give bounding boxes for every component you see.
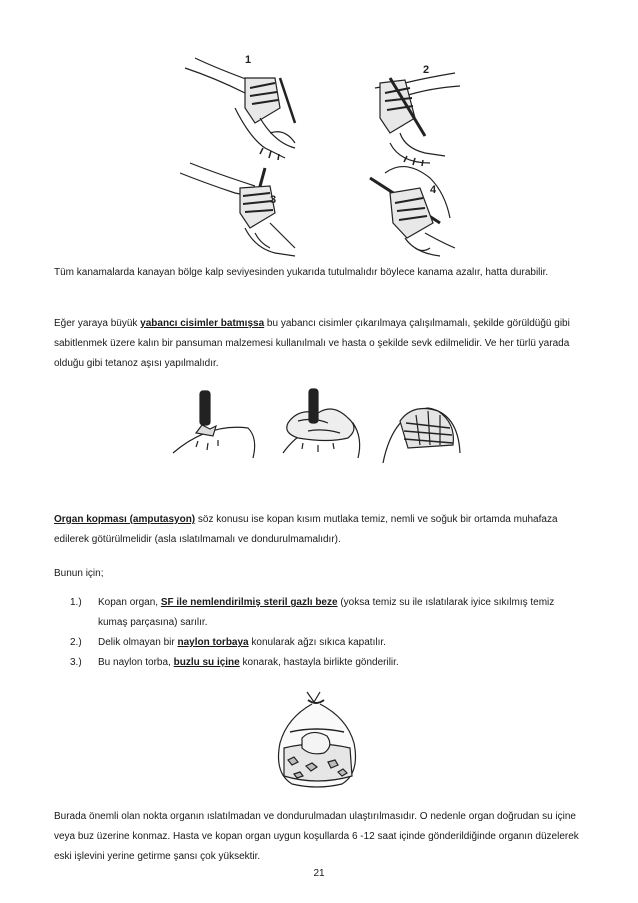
impaled-object-stabilization-figure: [168, 383, 468, 473]
bandaged-wound-illustration: [383, 408, 460, 463]
step-number-1: 1: [245, 54, 252, 66]
term-ice-water: buzlu su içine: [173, 657, 240, 668]
step-number-3: 3: [270, 194, 277, 206]
impaled-object-illustration: [173, 391, 255, 458]
paragraph-bleeding-elevation: Tüm kanamalarda kanayan bölge kalp seviyesinden yukarıda tutulmalıdır böylece kanama azalır, hatta durabilir.: [54, 267, 549, 278]
list-item: 3.) Bu naylon torba, buzlu su içine konarak, hastayla birlikte gönderilir.: [70, 657, 399, 668]
paragraph-conclusion: Burada önemli olan nokta organın ıslatılmadan ve dondurulmadan ulaştırılmasıdır. O nedenle organ doğrudan su içine veya buz üzerine konmaz. Hasta ve kopan organ uygun koşullarda 6 -12 saat içinde gönderildiğinde organın düzelerek eski işlevini yerine getirme şansı çok yüksektir.: [54, 811, 579, 862]
padded-object-illustration: [283, 389, 360, 458]
step-number-4: 4: [430, 184, 437, 196]
paragraph-for-this: Bunun için;: [54, 568, 104, 579]
page-number: 21: [313, 868, 325, 879]
tourniquet-step-1-illustration: [185, 58, 295, 160]
tourniquet-step-3-illustration: [180, 163, 295, 256]
list-item: 1.) Kopan organ, SF ile nemlendirilmiş steril gazlı beze (yoksa temiz su ile ıslatılarak iyice sıkılmış temiz kumaş parçasına) sarılır.: [70, 597, 555, 628]
term-foreign-objects: yabancı cisimler batmışsa: [140, 318, 265, 329]
step-number-2: 2: [423, 64, 430, 76]
tourniquet-step-2-illustration: [375, 73, 460, 166]
list-item: 2.) Delik olmayan bir naylon torbaya konularak ağzı sıkıca kapatılır.: [70, 637, 386, 648]
paragraph-amputation: Organ kopması (amputasyon) söz konusu ise kopan kısım mutlaka temiz, nemli ve soğuk bir ortamda muhafaza edilerek götürülmelidir (asla ıslatılmamalı ve dondurulmamalıdır).: [54, 514, 558, 545]
tourniquet-step-4-illustration: [370, 167, 455, 256]
term-nylon-bag: naylon torbaya: [177, 637, 249, 648]
term-amputation: Organ kopması (amputasyon): [54, 514, 196, 525]
tourniquet-steps-figure: [175, 48, 465, 260]
amputation-steps-list: [70, 593, 570, 673]
ice-water-bag-figure: [272, 688, 362, 790]
paragraph-foreign-objects: Eğer yaraya büyük yabancı cisimler batmışsa bu yabancı cisimler çıkarılmaya çalışılmamalı, şekilde görüldüğü gibi sabitlenmek üzere kalın bir pansuman malzemesi kullanılmalı ve hasta o şekilde sevk edilmelidir. Ve her türlü yarada olduğu gibi tetanoz aşısı yapılmalıdır.: [54, 318, 570, 369]
term-sterile-gauze: SF ile nemlendirilmiş steril gazlı beze: [160, 597, 338, 608]
